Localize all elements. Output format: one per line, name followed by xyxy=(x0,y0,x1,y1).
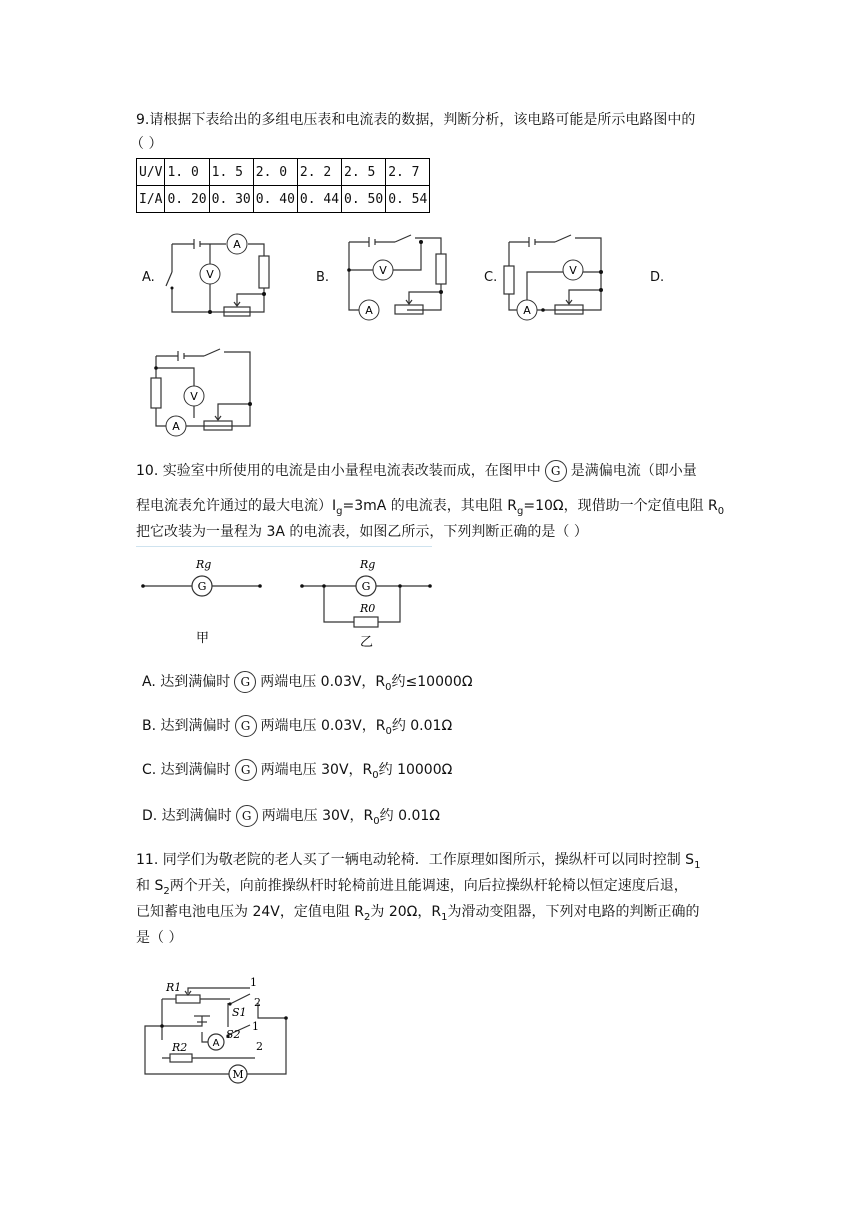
table-cell: 1. 5 xyxy=(209,159,253,186)
q9-circuit-c xyxy=(503,232,613,322)
q10-stem-text: =3mA 的电流表，其电阻 R xyxy=(342,498,517,514)
table-cell: 0. 20 xyxy=(165,186,209,213)
option-text: C. 达到满偏时 xyxy=(142,762,231,778)
jia-label: 甲 xyxy=(196,631,210,646)
ammeter-label: A xyxy=(172,420,180,433)
table-cell: 1. 0 xyxy=(165,159,209,186)
q10-stem-line2 xyxy=(136,496,724,522)
ammeter-label: A xyxy=(212,1038,220,1049)
voltmeter-label: V xyxy=(206,268,214,281)
r1-label: R1 xyxy=(166,981,182,994)
q9-circuit-d xyxy=(150,346,260,438)
ammeter-label: A xyxy=(233,238,241,251)
galvanometer-label: G xyxy=(361,580,371,593)
q11-stem-text: 11. 同学们为敬老院的老人买了一辆电动轮椅．工作原理如图所示，操纵杆可以同时控制 S xyxy=(136,852,695,868)
rg-label: Rg xyxy=(360,558,376,571)
s1-label: S1 xyxy=(232,1006,247,1019)
option-text: 两端电压 30V，R xyxy=(260,762,373,778)
table-cell: U/V xyxy=(137,159,165,186)
terminal-1-label: 1 xyxy=(252,1020,259,1033)
q10-option-c[interactable] xyxy=(142,758,452,788)
subscript: 2 xyxy=(163,885,170,897)
subscript: 0 xyxy=(372,769,379,781)
ammeter-label: A xyxy=(365,304,373,317)
option-text: 两端电压 0.03V，R xyxy=(260,718,386,734)
divider xyxy=(136,546,432,547)
q11-stem-line2 xyxy=(136,876,688,902)
q11-stem-line1 xyxy=(136,850,700,876)
q11-stem-line4: 是（ ） xyxy=(136,930,183,946)
q9-circuit-b xyxy=(343,232,453,322)
q10-stem-line1 xyxy=(136,458,697,484)
q11-stem-text: 为滑动变阻器，下列对电路的判断正确的 xyxy=(447,904,700,920)
subscript: g xyxy=(516,505,524,517)
subscript: 1 xyxy=(694,859,701,871)
q10-option-d[interactable] xyxy=(142,804,440,834)
subscript: 1 xyxy=(441,911,448,923)
voltmeter-label: V xyxy=(190,390,198,403)
galvanometer-icon: G xyxy=(545,460,567,482)
table-cell: 0. 44 xyxy=(297,186,341,213)
q9-option-b-label[interactable]: B. xyxy=(316,270,330,285)
option-text: 约 10000Ω xyxy=(378,762,453,778)
subscript: 0 xyxy=(373,815,380,827)
subscript: g xyxy=(336,505,343,517)
galvanometer-label: G xyxy=(197,580,207,593)
subscript: 2 xyxy=(364,911,371,923)
r0-label: R0 xyxy=(360,602,376,615)
voltmeter-label: V xyxy=(379,264,387,277)
q9-circuit-a xyxy=(160,232,275,317)
table-cell: 0. 54 xyxy=(386,186,430,213)
table-cell: 2. 5 xyxy=(342,159,386,186)
table-cell: 0. 40 xyxy=(253,186,297,213)
q9-stem-line1: 9.请根据下表给出的多组电压表和电流表的数据，判断分析，该电路可能是所示电路图中的 xyxy=(136,112,696,128)
q10-option-b[interactable] xyxy=(142,714,452,744)
table-cell: 0. 30 xyxy=(209,186,253,213)
q9-data-table xyxy=(136,158,430,213)
table-cell: 0. 50 xyxy=(342,186,386,213)
q10-figure-yi xyxy=(296,554,436,654)
table-row xyxy=(137,159,430,186)
q10-stem-text: 10. 实验室中所使用的电流是由小量程电流表改装而成，在图甲中 xyxy=(136,463,541,479)
option-text: 约≤10000Ω xyxy=(391,674,473,690)
galvanometer-icon: G xyxy=(235,759,257,781)
ammeter-label: A xyxy=(523,304,531,317)
option-text: 两端电压 0.03V，R xyxy=(260,674,386,690)
q9-option-d-label[interactable]: D. xyxy=(650,270,665,285)
q10-stem-text: 是满偏电流（即小量 xyxy=(570,463,697,479)
q9-stem-line2: （ ） xyxy=(130,136,163,152)
subscript: 0 xyxy=(717,505,725,517)
motor-label: M xyxy=(232,1068,244,1081)
option-text: 约 0.01Ω xyxy=(391,718,453,734)
q11-circuit xyxy=(140,966,315,1086)
galvanometer-icon: G xyxy=(236,805,258,827)
q9-option-c-label[interactable]: C. xyxy=(484,270,498,285)
option-text: A. 达到满偏时 xyxy=(142,674,231,690)
option-text: B. 达到满偏时 xyxy=(142,718,231,734)
galvanometer-icon: G xyxy=(235,715,257,737)
table-cell: 2. 2 xyxy=(297,159,341,186)
option-text: 两端电压 30V，R xyxy=(261,808,374,824)
q9-option-a-label[interactable]: A. xyxy=(142,270,155,285)
subscript: 0 xyxy=(385,725,392,737)
table-cell: 2. 0 xyxy=(253,159,297,186)
terminal-1-label: 1 xyxy=(250,976,257,989)
subscript: 0 xyxy=(385,681,392,693)
q11-stem-text: 两个开关，向前推操纵杆时轮椅前进且能调速，向后拉操纵杆轮椅以恒定速度后退， xyxy=(169,878,688,894)
q10-option-a[interactable] xyxy=(142,670,473,700)
yi-label: 乙 xyxy=(360,635,374,650)
voltmeter-label: V xyxy=(569,264,577,277)
galvanometer-icon: G xyxy=(234,671,256,693)
q11-stem-text: 和 S xyxy=(136,878,164,894)
q10-stem-line3: 把它改装为一量程为 3A 的电流表，如图乙所示，下列判断正确的是（ ） xyxy=(136,524,588,540)
q11-stem-text: 为 20Ω，R xyxy=(370,904,442,920)
terminal-2-label: 2 xyxy=(254,996,261,1009)
option-text: 约 0.01Ω xyxy=(379,808,440,824)
table-cell: I/A xyxy=(137,186,165,213)
terminal-2-label: 2 xyxy=(256,1040,263,1053)
q10-figure-jia xyxy=(140,554,270,649)
option-text: D. 达到满偏时 xyxy=(142,808,232,824)
q10-stem-text: =10Ω，现借助一个定值电阻 R xyxy=(523,498,718,514)
table-cell: 2. 7 xyxy=(386,159,430,186)
rg-label: Rg xyxy=(196,558,212,571)
s2-label: S2 xyxy=(226,1028,241,1041)
r2-label: R2 xyxy=(172,1041,188,1054)
table-row xyxy=(137,186,430,213)
q10-stem-text: 程电流表允许通过的最大电流）I xyxy=(136,498,337,514)
q11-stem-line3 xyxy=(136,902,699,928)
q11-stem-text: 已知蓄电池电压为 24V，定值电阻 R xyxy=(136,904,365,920)
